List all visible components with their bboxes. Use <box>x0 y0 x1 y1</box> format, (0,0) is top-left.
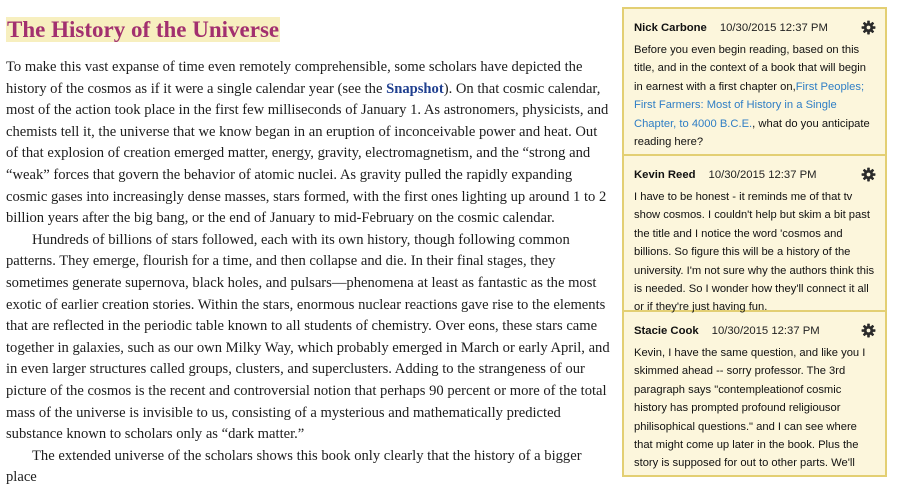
comment-header <box>634 19 876 37</box>
comment-text-a: Before you even begin reading, based on this title, and in the context of a book that will begin in earnest with a first chapter on, <box>634 44 866 93</box>
gear-icon[interactable] <box>861 167 876 182</box>
comment-body: I have to be honest - it reminds me of that tv show cosmos. I couldn't help but skim a bit past the title and I notice the word 'cosmos and billions. So figure this will be a history of the university. I'm not sure why the authors think this is needed. So I wonder how they'll connect it all or if they're just having fun. <box>634 191 875 314</box>
comment-author[interactable]: Stacie Cook <box>634 325 699 337</box>
paragraph-1-text-a: To make this vast expanse of time even remotely comprehensible, some scholars have depicted the history of the cosmos as if it were a single calendar year (see the <box>6 59 583 97</box>
gear-icon[interactable] <box>861 20 876 35</box>
gear-icon[interactable] <box>861 323 876 338</box>
comment-timestamp: 10/30/2015 12:37 PM <box>711 325 820 337</box>
paragraph-1-text-b: ). On that cosmic calendar, most of the action took place in the first few milliseconds of January 1. As astronomers, physicists, and chemists tell it, the universe that we know began in an eruption of inconceivable power and heat. Out of that explosion of creation emerged matter, energy, gravity, electromagnetism, and the “strong and “weak” forces that govern the behavior of atomic nuclei. As gravity pulled the rapidly expanding cosmic gases into increasingly dense masses, stars formed, with the first ones lighting up around 1 to 2 billion years after the big bang, or the end of January to mid-February on the cosmic calendar. <box>6 80 609 227</box>
highlighted-title[interactable]: The History of the Universe <box>7 17 280 42</box>
comment-author[interactable]: Nick Carbone <box>634 22 707 34</box>
comment-header <box>634 322 876 340</box>
page-title <box>6 14 280 46</box>
comment-body: Kevin, I have the same question, and like you I skimmed ahead -- sorry professor. The 3rd paragraph says "contempleationof cosmic history has prompted profound religiousor philisophical questions." and I can see where that might come up later in the book. Plus the story is supposed for out to other parts. We'll <box>634 347 866 470</box>
comments-panel <box>622 7 887 477</box>
comment-link[interactable]: First Peoples; First Farmers: Most of History in a Single Chapter, to 4000 B.C.E. <box>634 80 865 130</box>
comment-nick-carbone <box>624 9 885 156</box>
comment-stacie-cook <box>624 312 885 481</box>
comment-header <box>634 166 876 184</box>
paragraph-2: Hundreds of billions of stars followed, each with its own history, though following common patterns. They emerge, flourish for a time, and then collapse and die. In their final stages, they sometimes generate supernova, black holes, and pulsars—phenomena at least as fantastic as the most exotic of earlier creation stories. Within the stars, enormous nuclear reactions gave rise to the elements that are reflected in the periodic table known to all students of chemistry. Over eons, these stars came together in galaxies, such as our own Milky Way, which probably emerged in March or early April, and in even larger structures called groups, clusters, and superclusters. Adding to the strangeness of our picture of the cosmos is the recent and controversial notion that perhaps 90 percent or more of the total mass of the universe is invisible to us, consisting of a mysterious and mathematically predicted substance known to scholars only as “dark matter.” <box>6 231 610 443</box>
snapshot-link[interactable]: Snapshot <box>386 80 444 97</box>
comment-body <box>634 41 876 151</box>
paragraph-3: The extended universe of the scholars shows this book only clearly that the history of a bigger place <box>6 447 582 486</box>
paragraph-1 <box>6 57 610 230</box>
article-body <box>6 57 610 489</box>
comment-timestamp: 10/30/2015 12:37 PM <box>708 169 817 181</box>
comment-timestamp: 10/30/2015 12:37 PM <box>719 22 828 34</box>
comment-kevin-reed <box>624 156 885 312</box>
comment-text-b: , what do you anticipate reading here? <box>634 117 870 149</box>
comment-author[interactable]: Kevin Reed <box>634 169 696 181</box>
